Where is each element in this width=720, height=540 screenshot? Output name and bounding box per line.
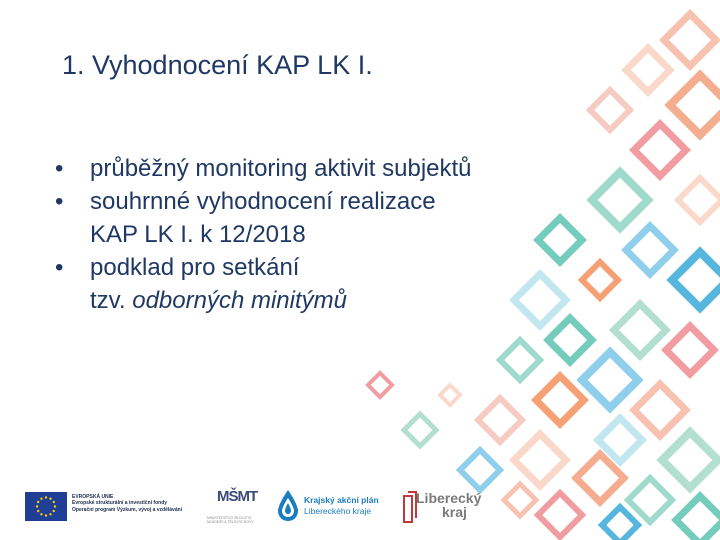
- decorative-diamond: [368, 373, 392, 397]
- decorative-diamond: [626, 226, 674, 274]
- bullet-text-continuation: KAP LK I. k 12/2018: [90, 221, 306, 248]
- decorative-diamond: [404, 414, 436, 446]
- decorative-diamond: [672, 252, 720, 308]
- decorative-diamond: [592, 172, 648, 228]
- eu-star: [37, 510, 39, 512]
- eu-star: [49, 498, 51, 500]
- eu-star: [37, 501, 39, 503]
- decorative-diamond: [626, 48, 670, 92]
- bullet-text: podklad pro setkání: [90, 254, 300, 281]
- decorative-diamond: [678, 178, 720, 222]
- decorative-diamond: [634, 384, 686, 436]
- bullet-dot: •: [55, 155, 64, 182]
- decorative-diamond: [666, 326, 714, 374]
- liberecky-kraj-logo-text: Liberecký kraj: [416, 490, 482, 520]
- bullet-text: souhrnné vyhodnocení realizace: [90, 188, 436, 215]
- bullet-list: [55, 152, 595, 317]
- eu-star: [45, 514, 47, 516]
- eu-flag-logo: [25, 492, 67, 521]
- slide-title: 1. Vyhodnocení KAP LK I.: [62, 50, 373, 80]
- decorative-diamond: [536, 376, 584, 424]
- msmt-logo: MŠMT MINISTERSTVO ŠKOLSTVÍ, MLÁDEŽE A TĚLOVÝCHOVY: [207, 488, 258, 524]
- bullet-dot: •: [55, 188, 64, 215]
- decorative-diamond: [634, 124, 686, 176]
- decorative-diamond: [582, 352, 638, 408]
- kap-logo-text: Krajský akční plán Libereckého kraje: [304, 495, 379, 516]
- eu-star: [40, 513, 42, 515]
- bullet-text-continuation: tzv. odborných minitýmů: [90, 287, 347, 314]
- eu-star: [53, 510, 55, 512]
- italic-term: odborných minitýmů: [132, 287, 347, 314]
- decorative-diamond: [664, 14, 716, 66]
- eu-stars-icon: [25, 492, 67, 521]
- decorative-diamond: [548, 318, 592, 362]
- eu-star: [36, 505, 38, 507]
- decorative-diamond: [478, 398, 522, 442]
- decorative-diamond: [670, 75, 720, 135]
- eu-star: [49, 513, 51, 515]
- decorative-diamond: [500, 340, 540, 380]
- bullet-text: průběžný monitoring aktivit subjektů: [90, 155, 472, 182]
- decorative-diamond: [614, 304, 666, 356]
- decorative-diamond: [598, 418, 642, 462]
- eu-star: [45, 496, 47, 498]
- decorative-diamond: [440, 385, 460, 405]
- eu-star: [54, 505, 56, 507]
- bullet-item: [55, 185, 595, 251]
- footer-logos: [0, 478, 720, 540]
- bullet-item: [55, 152, 595, 185]
- water-drop-icon: [276, 489, 300, 523]
- bullet-item: [55, 251, 595, 317]
- bullet-dot: •: [55, 254, 64, 281]
- eu-star: [40, 498, 42, 500]
- eu-program-text: EVROPSKÁ UNIE Evropské strukturální a investiční fondy Operační program Výzkum, vývoj a vzdělávání: [72, 494, 183, 513]
- eu-star: [53, 501, 55, 503]
- decorative-diamond: [590, 90, 630, 130]
